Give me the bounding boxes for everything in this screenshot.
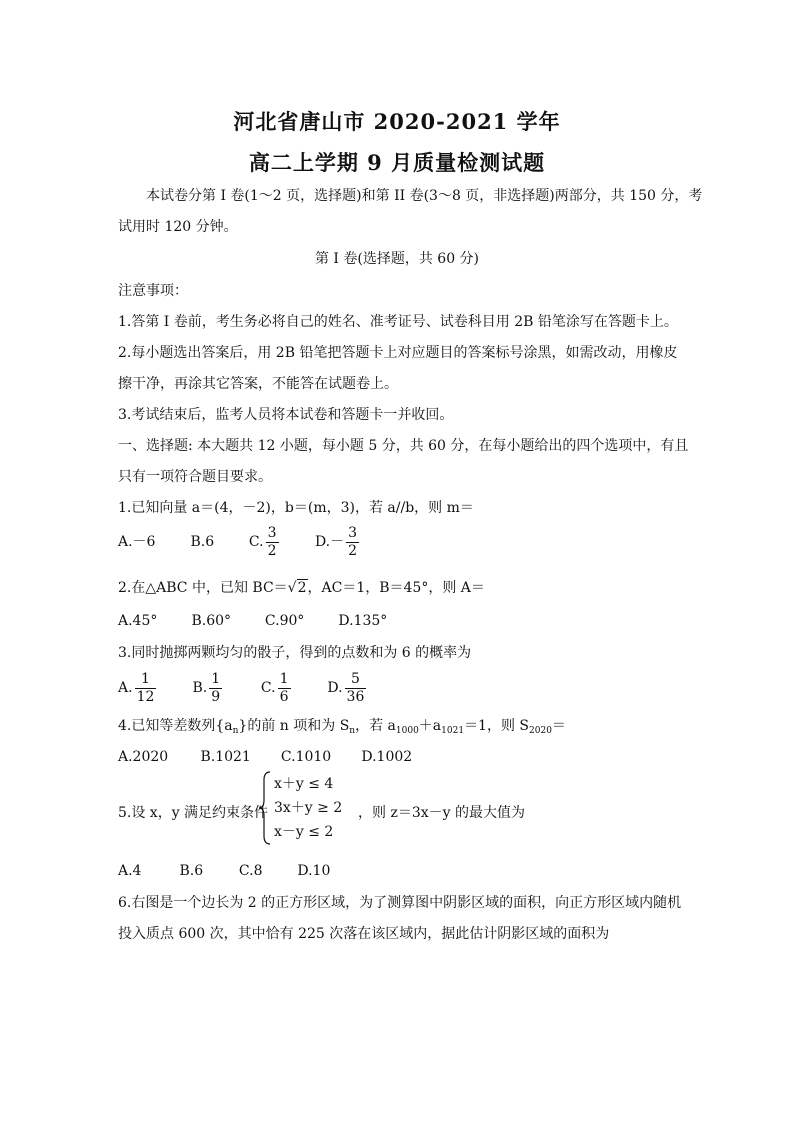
question-5-options [118,861,678,881]
question-4-options [118,747,678,767]
subscript: 1000 [395,726,419,736]
subscript: n [349,726,356,736]
option-c: C.90° [264,613,305,629]
denominator: 6 [279,688,289,705]
option-d-label: D. [327,680,343,696]
option-b [192,670,256,706]
option-a: A.45° [118,613,158,629]
question-1-options [118,524,678,560]
constraint-2: 3x＋y ≥ 2 [274,800,343,816]
option-a: A.4 [118,863,142,879]
option-b: B.60° [191,613,232,629]
note-3: 3.考试结束后，监考人员将本试卷和答题卡一并收回。 [118,407,454,423]
question-1-stem: 1.已知向量 a＝(4，－2)，b＝(m，3)，若 a//b，则 m＝ [118,500,474,516]
exam-title-line2: 高二上学期 9 月质量检测试题 [248,150,546,175]
fraction [345,671,367,706]
denominator: 9 [211,688,221,705]
subscript: n [232,726,239,736]
denominator: 2 [348,542,358,559]
denominator: 36 [346,688,365,705]
constraint-1: x＋y ≤ 4 [274,776,334,792]
option-a: A.－6 [118,534,156,550]
fraction [209,671,222,706]
subscript: 2020 [529,726,552,736]
question-5-stem-before: 5.设 x，y 满足约束条件 [118,805,269,821]
option-a-label: A. [118,680,133,696]
option-a [118,670,188,706]
stem-before: 2.在△ABC 中，已知 BC＝ [118,580,288,596]
fraction [278,671,291,706]
numerator: 3 [267,524,277,541]
question-6-line1: 6.右图是一个边长为 2 的正方形区域，为了测算图中阴影区域的面积，向正方形区域内随机 [118,895,682,911]
exam-title-line1: 河北省唐山市 2020-2021 学年 [233,109,561,134]
fraction [266,525,279,560]
numerator: 3 [348,524,358,541]
fraction [135,671,157,706]
note-2-line1: 2.每小题选出答案后，用 2B 铅笔把答题卡上对应题目的答案标号涂黑，如需改动，用橡皮 [118,345,678,361]
stem-part: ＝ [551,718,566,734]
note-1: 1.答第 I 卷前，考生务必将自己的姓名、准考证号、试卷科目用 2B 铅笔涂写在答题卡上。 [118,314,678,330]
option-b: B.1021 [200,749,251,765]
option-d-label: D.－ [314,534,345,550]
numerator: 1 [279,670,289,687]
option-c: C.1010 [280,749,332,765]
option-d: D.1002 [361,749,413,765]
part1-instructions-line2: 只有一项符合题目要求。 [118,469,272,485]
stem-part: ＝1，则 S [464,718,530,734]
intro-line1: 本试卷分第 I 卷(1～2 页，选择题)和第 II 卷(3～8 页，非选择题)两部分，共 150 分，考 [146,188,703,204]
stem-part: ＋a [418,718,442,734]
part1-instructions-line1: 一、选择题: 本大题共 12 小题，每小题 5 分，共 60 分，在每小题给出的四个选项中，有且 [118,438,689,454]
notes-header: 注意事项： [118,283,188,299]
question-6-line2: 投入质点 600 次，其中恰有 225 次落在该区域内，据此估计阴影区域的面积为 [118,926,610,942]
intro-line2: 试用时 120 分钟。 [118,219,238,235]
denominator: 12 [136,688,155,705]
subscript: 1021 [441,726,465,736]
option-c-label: C. [260,680,276,696]
question-3-options [118,670,678,706]
option-d: D.10 [297,863,331,879]
constraint-system [274,772,342,844]
question-3-stem: 3.同时抛掷两颗均匀的骰子，得到的点数和为 6 的概率为 [118,645,472,661]
question-5-stem-after: ，则 z＝3x－y 的最大值为 [358,805,525,821]
fraction [346,525,359,560]
stem-part: 4.已知等差数列{a [118,718,233,734]
option-d [327,670,368,706]
option-b: B.6 [179,863,204,879]
constraint-3: x－y ≤ 2 [274,824,334,840]
numerator: 1 [211,670,221,687]
option-b: B.6 [190,534,215,550]
question-2-options [118,611,678,631]
section-header: 第 I 卷(选择题，共 60 分) [314,251,480,267]
option-c-label: C. [248,534,264,550]
option-c [261,670,323,706]
stem-part: }的前 n 项和为 S [238,718,350,734]
option-c [249,524,281,560]
radicand: 2 [297,580,307,596]
numerator: 1 [135,671,157,689]
numerator: 5 [345,671,367,689]
option-c: C.8 [238,863,263,879]
option-d: D.135° [338,613,388,629]
option-a: A.2020 [118,749,169,765]
question-4-stem [118,716,678,741]
square-root: √2 [287,580,307,596]
stem-part: ，若 a [355,718,396,734]
system-brace [258,770,272,846]
stem-after: ，AC＝1，B＝45°，则 A＝ [307,580,485,596]
denominator: 2 [267,542,277,559]
note-2-line2: 擦干净，再涂其它答案，不能答在试题卷上。 [118,376,398,392]
question-2-stem [118,578,678,598]
option-b-label: B. [192,680,208,696]
option-d [315,524,361,560]
